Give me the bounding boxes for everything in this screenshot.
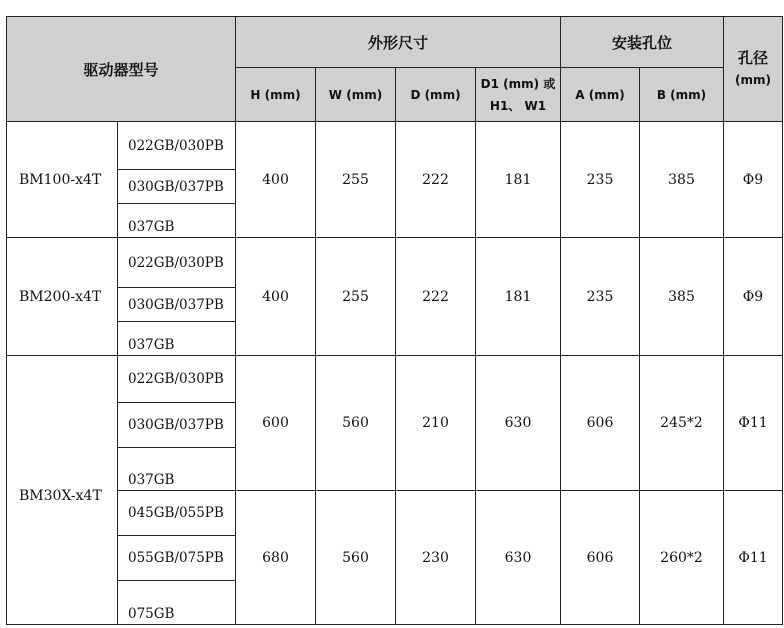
header-col-d1-line2: H1、 W1 — [489, 98, 547, 113]
variant-cell: 045GB/055PB — [118, 491, 236, 536]
header-col-h: H (mm) — [236, 68, 316, 122]
value-hole: Φ11 — [724, 491, 783, 625]
variant-cell: 022GB/030PB — [118, 122, 236, 170]
table-row — [7, 356, 783, 403]
header-col-d1 — [476, 68, 561, 122]
value-hole: Φ9 — [724, 122, 783, 238]
table-row — [7, 491, 783, 536]
header-model: 驱动器型号 — [7, 17, 236, 122]
header-col-d: D (mm) — [396, 68, 476, 122]
header-hole — [724, 17, 783, 122]
model-cell: BM30X-x4T — [7, 356, 118, 625]
header-col-w: W (mm) — [316, 68, 396, 122]
variant-cell: 037GB — [118, 322, 236, 356]
variant-cell: 037GB — [118, 448, 236, 491]
value-d: 222 — [396, 238, 476, 356]
variant-cell: 030GB/037PB — [118, 403, 236, 448]
variant-cell: 055GB/075PB — [118, 536, 236, 581]
variant-cell: 022GB/030PB — [118, 238, 236, 288]
header-col-a: A (mm) — [561, 68, 640, 122]
value-h: 400 — [236, 238, 316, 356]
value-b: 260*2 — [640, 491, 724, 625]
table-row — [7, 122, 783, 170]
variant-cell: 075GB — [118, 581, 236, 625]
value-hole: Φ11 — [724, 356, 783, 491]
value-h: 600 — [236, 356, 316, 491]
value-d1: 181 — [476, 122, 561, 238]
value-d1: 630 — [476, 356, 561, 491]
value-d: 222 — [396, 122, 476, 238]
model-cell: BM100-x4T — [7, 122, 118, 238]
header-hole-label: 孔径 — [737, 49, 768, 67]
value-w: 255 — [316, 122, 396, 238]
value-a: 606 — [561, 356, 640, 491]
variant-cell: 022GB/030PB — [118, 356, 236, 403]
header-col-d1-line1: D1 (mm) 或 — [480, 76, 556, 91]
table-row — [7, 238, 783, 288]
value-a: 235 — [561, 122, 640, 238]
value-a: 606 — [561, 491, 640, 625]
spec-table-container — [6, 16, 783, 625]
value-a: 235 — [561, 238, 640, 356]
value-w: 255 — [316, 238, 396, 356]
value-d: 210 — [396, 356, 476, 491]
value-w: 560 — [316, 356, 396, 491]
value-hole: Φ9 — [724, 238, 783, 356]
value-h: 680 — [236, 491, 316, 625]
header-col-b: B (mm) — [640, 68, 724, 122]
variant-cell: 030GB/037PB — [118, 170, 236, 204]
driver-dimension-table — [6, 16, 783, 625]
variant-cell: 030GB/037PB — [118, 288, 236, 322]
value-w: 560 — [316, 491, 396, 625]
value-d1: 630 — [476, 491, 561, 625]
header-dimensions: 外形尺寸 — [236, 17, 561, 68]
variant-cell: 037GB — [118, 204, 236, 238]
value-d1: 181 — [476, 238, 561, 356]
value-b: 385 — [640, 122, 724, 238]
value-b: 245*2 — [640, 356, 724, 491]
value-b: 385 — [640, 238, 724, 356]
header-hole-unit: (mm) — [735, 73, 771, 87]
value-h: 400 — [236, 122, 316, 238]
model-cell: BM200-x4T — [7, 238, 118, 356]
header-mounting: 安装孔位 — [561, 17, 724, 68]
value-d: 230 — [396, 491, 476, 625]
